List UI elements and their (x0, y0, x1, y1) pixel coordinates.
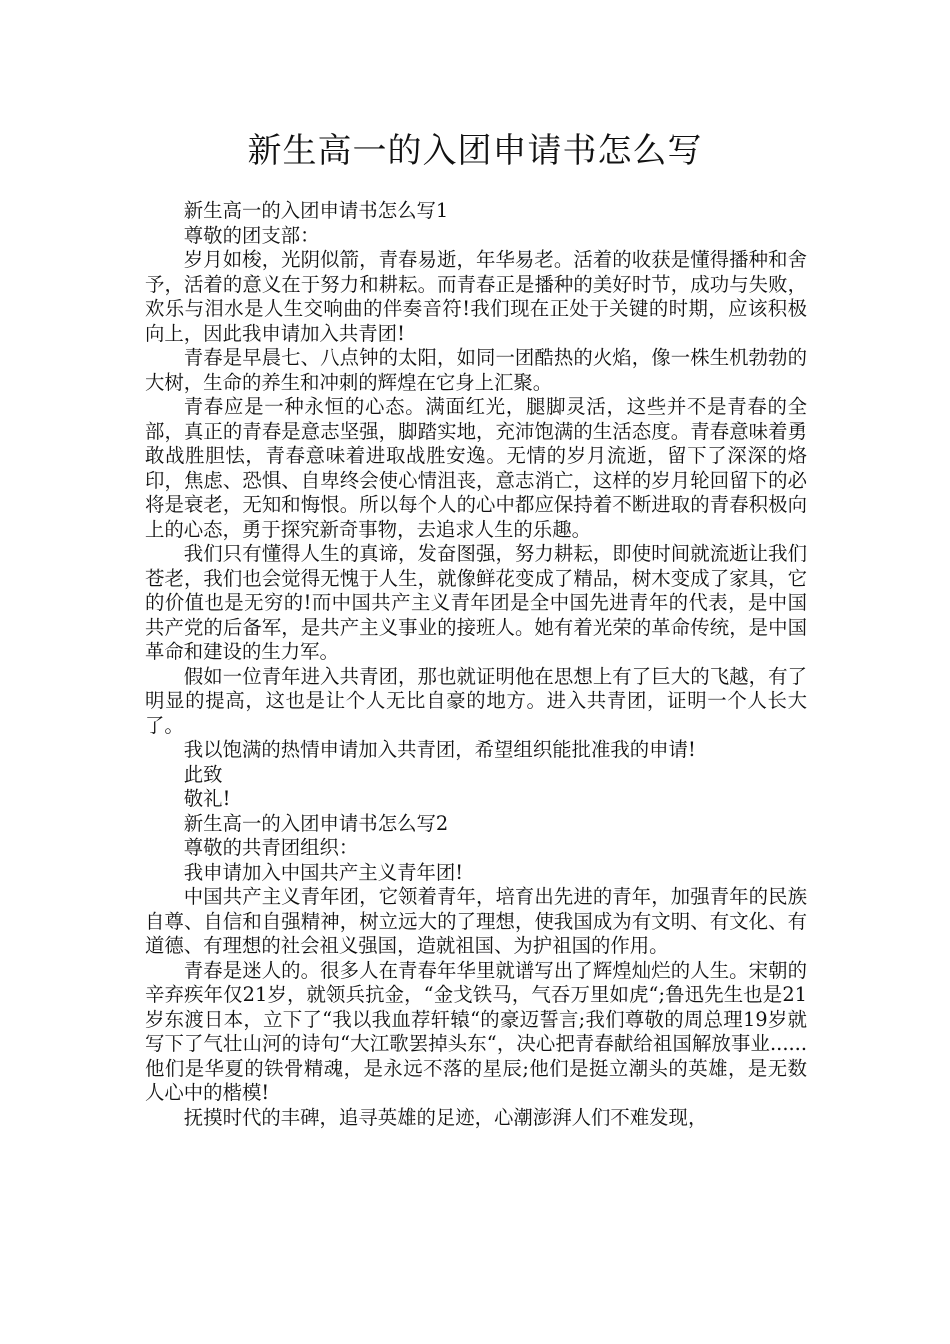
paragraph: 岁月如梭，光阴似箭，青春易逝，年华易老。活着的收获是懂得播种和舍予，活着的意义在于努力和耕耘。而青春正是播种的美好时节，成功与失败，欢乐与泪水是人生交响曲的伴奏音符!我们现在正处于关键的时期，应该积极向上，因此我申请加入共青团! (145, 248, 807, 345)
paragraph: 我以饱满的热情申请加入共青团，希望组织能批准我的申请! (183, 738, 696, 761)
closing-regards: 敬礼! (183, 787, 231, 810)
salutation-1: 尊敬的团支部： (183, 223, 320, 247)
document-body (145, 199, 807, 1130)
paragraph: 我申请加入中国共产主义青年团! (183, 860, 464, 884)
paragraph: 青春应是一种永恒的心态。满面红光，腿脚灵活，这些并不是青春的全部，真正的青春是意志坚强，脚踏实地，充沛饱满的生活态度。青春意味着勇敢战胜胆怯，青春意味着进取战胜安逸。无情的岁月流逝，留下了深深的烙印，焦虑、恐惧、自卑终会使心情沮丧，意志消亡，这样的岁月轮回留下的必将是衰老，无知和悔恨。所以每个人的心中都应保持着不断进取的青春积极向上的心态，勇于探究新奇事物，去追求人生的乐趣。 (145, 395, 807, 541)
paragraph: 抚摸时代的丰碑，追寻英雄的足迹，心潮澎湃人们不难发现， (183, 1105, 708, 1129)
section-heading-2: 新生高一的入团申请书怎么写2 (183, 811, 449, 835)
paragraph: 青春是早晨七、八点钟的太阳，如同一团酷热的火焰，像一株生机勃勃的大树，生命的养生和冲刺的辉煌在它身上汇聚。 (145, 346, 807, 394)
document-title: 新生高一的入团申请书怎么写 (247, 131, 703, 171)
salutation-2: 尊敬的共青团组织： (183, 836, 359, 859)
paragraph: 青春是迷人的。很多人在青春年华里就谱写出了辉煌灿烂的人生。宋朝的辛弃疾年仅21岁，就领兵抗金，“金戈铁马，气吞万里如虎“;鲁迅先生也是21岁东渡日本，立下了“我以我血荐轩辕“的豪迈誓言;我们尊敬的周总理19岁就写下了气壮山河的诗句“大江歌罢掉头东“，决心把青春献给祖国解放事业......他们是华夏的铁骨精魂，是永远不落的星辰;他们是挺立潮头的英雄，是无数人心中的楷模! (145, 958, 807, 1104)
paragraph: 中国共产主义青年团，它领着青年，培育出先进的青年，加强青年的民族自尊、自信和自强精神，树立远大的了理想，使我国成为有文明、有文化、有道德、有理想的社会祖义强国，造就祖国、为护祖国的作用。 (145, 885, 807, 957)
closing-line: 此致 (183, 762, 223, 786)
paragraph: 假如一位青年进入共青团，那也就证明他在思想上有了巨大的飞越，有了明显的提高，这也是让个人无比自豪的地方。进入共青团，证明一个人长大了。 (145, 664, 807, 737)
section-heading-1: 新生高一的入团申请书怎么写1 (183, 199, 449, 222)
paragraph: 我们只有懂得人生的真谛，发奋图强，努力耕耘，即使时间就流逝让我们苍老，我们也会觉得无愧于人生，就像鲜花变成了精品，树木变成了家具，它的价值也是无穷的!而中国共产主义青年团是全中国先进青年的代表，是中国共产党的后备军，是共产主义事业的接班人。她有着光荣的革命传统，是中国革命和建设的生力军。 (145, 542, 807, 663)
